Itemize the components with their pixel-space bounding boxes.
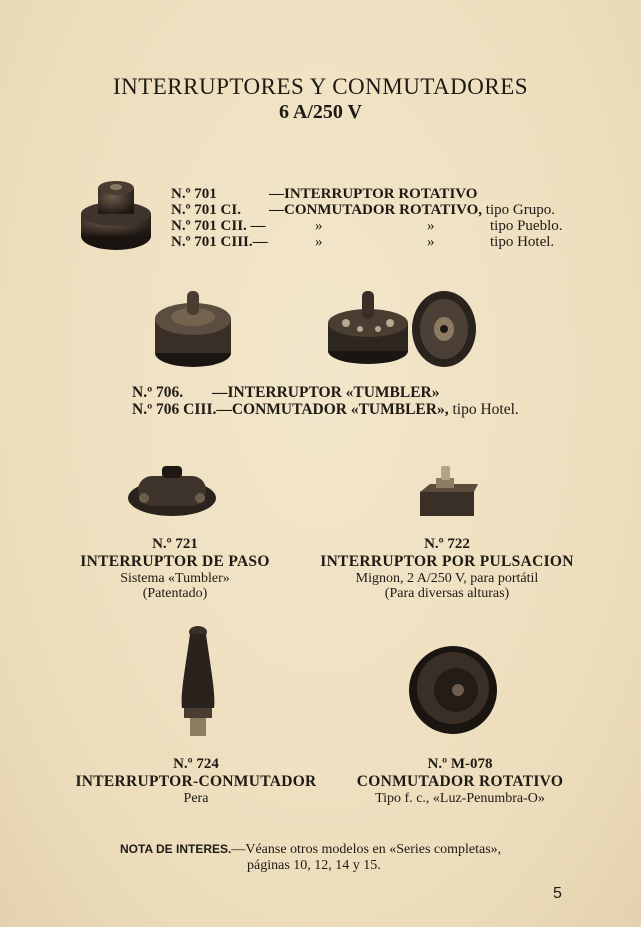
spec-706ciii-type: tipo Hotel. — [452, 401, 519, 418]
tumbler-switch-open-image — [326, 285, 480, 370]
item-m078-number: N.º M-078 — [427, 756, 493, 772]
item-721-number: N.º 721 — [152, 536, 198, 552]
item-722-line1: Mignon, 2 A/250 V, para portátil — [355, 571, 539, 586]
item-724-line1: Pera — [183, 791, 209, 806]
tumbler-switch-706-image — [150, 285, 236, 370]
item-722-line2: (Para diversas alturas) — [384, 586, 510, 601]
item-724-title: INTERRUPTOR-CONMUTADOR — [75, 773, 317, 790]
ditto-mark: » — [427, 218, 435, 234]
item-m078-title: CONMUTADOR ROTATIVO — [356, 773, 564, 790]
spec-706ciii-num: N.º 706 CIII. — [132, 401, 217, 418]
inline-switch-721-image — [124, 462, 220, 524]
spec-701ci-type: tipo Grupo. — [485, 202, 555, 218]
item-722-title: INTERRUPTOR POR PULSACION — [320, 553, 574, 570]
spec-701cii-type: tipo Pueblo. — [490, 218, 563, 234]
spec-701ciii-type: tipo Hotel. — [490, 234, 555, 250]
note-block — [120, 842, 540, 874]
spec-706 — [132, 384, 572, 418]
item-724-number: N.º 724 — [173, 756, 219, 772]
ditto-mark: » — [427, 234, 435, 250]
spec-706-desc: —INTERRUPTOR «TUMBLER» — [212, 384, 440, 401]
item-722-number: N.º 722 — [424, 536, 470, 552]
rotary-switch-m078-image — [406, 640, 500, 736]
ditto-mark: » — [315, 218, 323, 234]
item-m078-line1: Tipo f. c., «Luz-Penumbra-O» — [375, 791, 545, 806]
spec-701ci-desc: —CONMUTADOR ROTATIVO, — [269, 202, 483, 218]
page-number: 5 — [553, 885, 562, 902]
spec-701cii-num: N.º 701 CII. — — [171, 218, 266, 234]
note-label: NOTA DE INTERES. — [120, 842, 232, 856]
spec-706ciii-desc: —CONMUTADOR «TUMBLER», — [216, 401, 449, 418]
page-subtitle: 6 A/250 V — [279, 101, 362, 123]
item-m078 — [330, 756, 590, 806]
pear-switch-724-image — [174, 624, 222, 740]
item-724 — [60, 756, 332, 806]
note-pages: páginas 10, 12, 14 y 15. — [247, 858, 381, 873]
item-722 — [312, 536, 582, 601]
note-text: —Véanse otros modelos en «Series completas», — [231, 842, 502, 857]
item-721-title: INTERRUPTOR DE PASO — [80, 553, 270, 570]
spec-706-num: N.º 706. — [132, 384, 184, 401]
item-721-line2: (Patentado) — [142, 586, 208, 601]
spec-701-desc: —INTERRUPTOR ROTATIVO — [269, 186, 478, 202]
push-switch-722-image — [416, 462, 478, 524]
item-721-line1: Sistema «Tumbler» — [120, 571, 230, 586]
spec-701 — [171, 186, 591, 250]
spec-701ciii-num: N.º 701 CIII.— — [171, 234, 268, 250]
item-721 — [70, 536, 280, 601]
rotary-switch-701-image — [78, 178, 154, 254]
spec-701ci-num: N.º 701 CI. — [171, 202, 241, 218]
spec-701-num: N.º 701 — [171, 186, 217, 202]
ditto-mark: » — [315, 234, 323, 250]
page-title: INTERRUPTORES Y CONMUTADORES — [112, 74, 529, 99]
